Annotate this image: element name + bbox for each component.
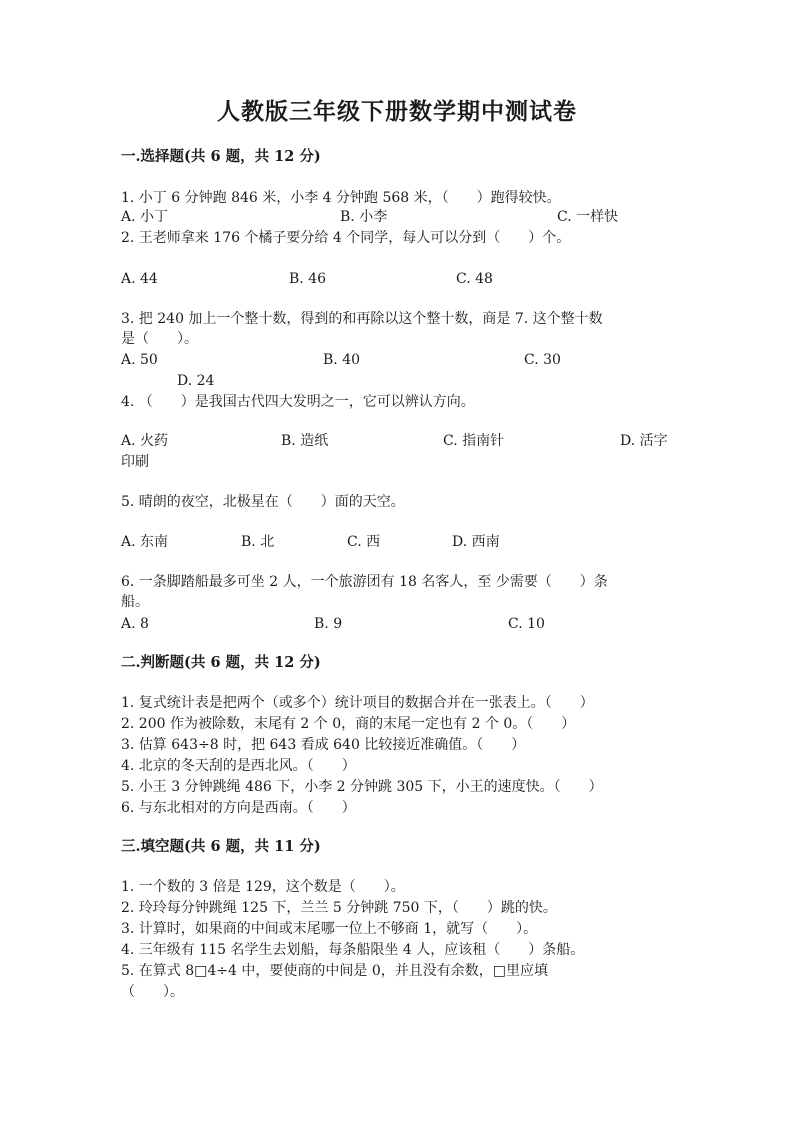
question-text: 2. 王老师拿来 176 个橘子要分给 4 个同学，每人可以分到（ ）个。 bbox=[121, 230, 571, 246]
section-heading-choice: 一.选择题(共 6 题，共 12 分) bbox=[121, 148, 321, 165]
list-item: 4. 三年级有 115 名学生去划船，每条船限坐 4 人，应该租（ ）条船。 bbox=[121, 942, 585, 958]
question-text: 4. （ ）是我国古代四大发明之一，它可以辨认方向。 bbox=[121, 394, 475, 410]
option-b: B. 40 bbox=[323, 352, 361, 368]
option-b: B. 9 bbox=[314, 616, 343, 632]
question-text: 6. 一条脚踏船最多可坐 2 人，一个旅游团有 18 名客人，至 少需要（ ）条 bbox=[121, 574, 608, 590]
section-heading-judgement: 二.判断题(共 6 题，共 12 分) bbox=[121, 654, 321, 671]
option-c: C. 10 bbox=[508, 616, 545, 632]
option-d: D. 西南 bbox=[452, 534, 500, 550]
option-a: A. 东南 bbox=[121, 534, 169, 550]
option-a: A. 火药 bbox=[121, 433, 169, 449]
option-c: C. 指南针 bbox=[443, 433, 505, 449]
option-b: B. 小李 bbox=[340, 209, 388, 225]
list-item: 3. 计算时，如果商的中间或末尾哪一位上不够商 1，就写（ ）。 bbox=[121, 921, 538, 937]
section-heading-fill-in: 三.填空题(共 6 题，共 11 分) bbox=[121, 838, 321, 855]
option-a: A. 小丁 bbox=[121, 209, 169, 225]
option-a: A. 8 bbox=[121, 616, 149, 632]
option-d: D. 活字 bbox=[620, 433, 668, 449]
option-c: C. 一样快 bbox=[557, 209, 619, 225]
option-d: D. 24 bbox=[177, 373, 215, 389]
option-b: B. 造纸 bbox=[281, 433, 329, 449]
list-item: 1. 一个数的 3 倍是 129，这个数是（ ）。 bbox=[121, 879, 405, 895]
option-a: A. 50 bbox=[121, 352, 158, 368]
list-item: 3. 估算 643÷8 时，把 643 看成 640 比较接近准确值。（ ） bbox=[121, 737, 526, 753]
list-item: 2. 玲玲每分钟跳绳 125 下，兰兰 5 分钟跳 750 下，（ ）跳的快。 bbox=[121, 900, 557, 916]
option-c: C. 48 bbox=[456, 271, 493, 287]
question-text-cont: 是（ ）。 bbox=[121, 331, 198, 347]
question-text: 3. 把 240 加上一个整十数，得到的和再除以这个整十数，商是 7. 这个整十数 bbox=[121, 311, 603, 327]
list-item: 5. 在算式 8□4÷4 中，要使商的中间是 0，并且没有余数，□里应填 bbox=[121, 963, 548, 979]
list-item: 5. 小王 3 分钟跳绳 486 下，小李 2 分钟跳 305 下，小王的速度快。（ ） bbox=[121, 779, 603, 795]
option-b: B. 北 bbox=[241, 534, 275, 550]
page-title: 人教版三年级下册数学期中测试卷 bbox=[217, 98, 577, 125]
question-text-cont: 船。 bbox=[121, 594, 149, 610]
question-text: 1. 小丁 6 分钟跑 846 米，小李 4 分钟跑 568 米，（ ）跑得较快。 bbox=[121, 190, 561, 206]
option-a: A. 44 bbox=[121, 271, 158, 287]
list-item: 6. 与东北相对的方向是西南。（ ） bbox=[121, 800, 356, 816]
option-b: B. 46 bbox=[289, 271, 327, 287]
list-item-cont: （ ）。 bbox=[121, 984, 184, 1000]
option-d-cont: 印刷 bbox=[121, 454, 149, 470]
question-text: 5. 晴朗的夜空，北极星在（ ）面的天空。 bbox=[121, 494, 405, 510]
option-c: C. 30 bbox=[524, 352, 561, 368]
list-item: 4. 北京的冬天刮的是西北风。（ ） bbox=[121, 758, 356, 774]
list-item: 2. 200 作为被除数，末尾有 2 个 0，商的末尾一定也有 2 个 0。（ ） bbox=[121, 716, 576, 732]
option-c: C. 西 bbox=[347, 534, 381, 550]
list-item: 1. 复式统计表是把两个（或多个）统计项目的数据合并在一张表上。（ ） bbox=[121, 695, 594, 711]
